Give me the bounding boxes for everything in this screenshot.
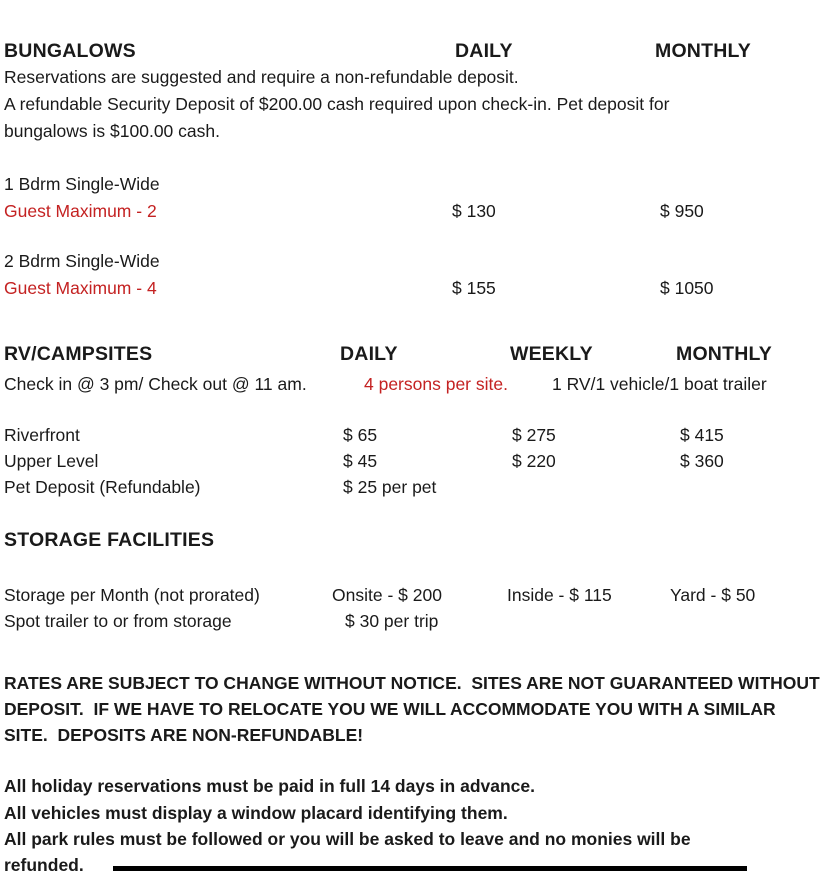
bungalow-name: 1 Bdrm Single-Wide [4, 174, 160, 194]
cutoff-black-bar [113, 866, 747, 871]
rule-text: All park rules must be followed or you will be asked to leave and no monies will be [4, 829, 691, 849]
bungalows-note-line2 [0, 93, 838, 117]
disclaimer-text: DEPOSIT. IF WE HAVE TO RELOCATE YOU WE WILL ACCOMMODATE YOU WITH A SIMILAR [4, 699, 776, 719]
bungalows-note-line3 [0, 120, 838, 144]
site-name: Pet Deposit (Refundable) [4, 477, 201, 497]
site-name: Upper Level [4, 451, 99, 471]
bungalow-row-name [0, 173, 838, 197]
monthly-rate: $ 360 [680, 451, 724, 471]
disclaimer-line [0, 724, 838, 748]
bungalow-row-name [0, 250, 838, 274]
disclaimer-line [0, 672, 838, 696]
rv-header-row [0, 343, 838, 367]
storage-item: Spot trailer to or from storage [4, 611, 232, 631]
rv-checkin-row [0, 373, 838, 397]
storage-item: Storage per Month (not prorated) [4, 585, 260, 605]
bungalow-name: 2 Bdrm Single-Wide [4, 251, 160, 271]
daily-rate: $ 65 [343, 425, 378, 445]
rule-text: All holiday reservations must be paid in full 14 days in advance. [4, 776, 535, 796]
daily-rate: $ 130 [452, 201, 496, 221]
note-text: A refundable Security Deposit of $200.00 cash required upon check-in. Pet deposit for [4, 94, 670, 114]
vehicle-note: 1 RV/1 vehicle/1 boat trailer [552, 374, 767, 394]
bungalows-title: BUNGALOWS [4, 40, 136, 62]
disclaimer-text: RATES ARE SUBJECT TO CHANGE WITHOUT NOTICE. SITES ARE NOT GUARANTEED WITHOUT [4, 673, 820, 693]
rule-line [0, 802, 838, 826]
bungalows-col-monthly: MONTHLY [655, 40, 752, 62]
rv-row [0, 450, 838, 474]
monthly-rate: $ 415 [680, 425, 724, 445]
rule-text: All vehicles must display a window placard identifying them. [4, 803, 508, 823]
rule-line [0, 828, 838, 852]
rv-col-weekly: WEEKLY [510, 343, 593, 365]
checkin-note: Check in @ 3 pm/ Check out @ 11 am. [4, 374, 307, 394]
storage-row [0, 610, 838, 634]
rv-row [0, 424, 838, 448]
storage-row [0, 584, 838, 608]
storage-yard-rate: Yard - $ 50 [670, 585, 756, 605]
storage-title: STORAGE FACILITIES [4, 529, 215, 551]
persons-note: 4 persons per site. [364, 374, 508, 394]
spot-trip-rate: $ 30 per trip [345, 611, 439, 631]
rule-text: refunded. [4, 855, 84, 871]
rv-title: RV/CAMPSITES [4, 343, 153, 365]
weekly-rate: $ 220 [512, 451, 556, 471]
rule-line [0, 775, 838, 799]
daily-rate: $ 155 [452, 278, 496, 298]
weekly-rate: $ 275 [512, 425, 556, 445]
rv-col-monthly: MONTHLY [676, 343, 773, 365]
daily-rate: $ 25 per pet [343, 477, 437, 497]
guest-maximum: Guest Maximum - 4 [4, 278, 157, 298]
bungalows-note-line1 [0, 66, 838, 90]
monthly-rate: $ 1050 [660, 278, 714, 298]
site-name: Riverfront [4, 425, 80, 445]
bungalows-col-daily: DAILY [455, 40, 513, 62]
storage-inside-rate: Inside - $ 115 [507, 585, 612, 605]
rv-row [0, 476, 838, 500]
bungalow-row-rates [0, 277, 838, 301]
rv-col-daily: DAILY [340, 343, 398, 365]
note-text: bungalows is $100.00 cash. [4, 121, 220, 141]
daily-rate: $ 45 [343, 451, 378, 471]
monthly-rate: $ 950 [660, 201, 704, 221]
storage-header-row [0, 529, 838, 553]
disclaimer-text: SITE. DEPOSITS ARE NON-REFUNDABLE! [4, 725, 364, 745]
guest-maximum: Guest Maximum - 2 [4, 201, 157, 221]
bungalow-row-rates [0, 200, 838, 224]
storage-onsite-rate: Onsite - $ 200 [332, 585, 442, 605]
disclaimer-line [0, 698, 838, 722]
bungalows-header-row [0, 40, 838, 64]
note-text: Reservations are suggested and require a non-refundable deposit. [4, 67, 519, 87]
